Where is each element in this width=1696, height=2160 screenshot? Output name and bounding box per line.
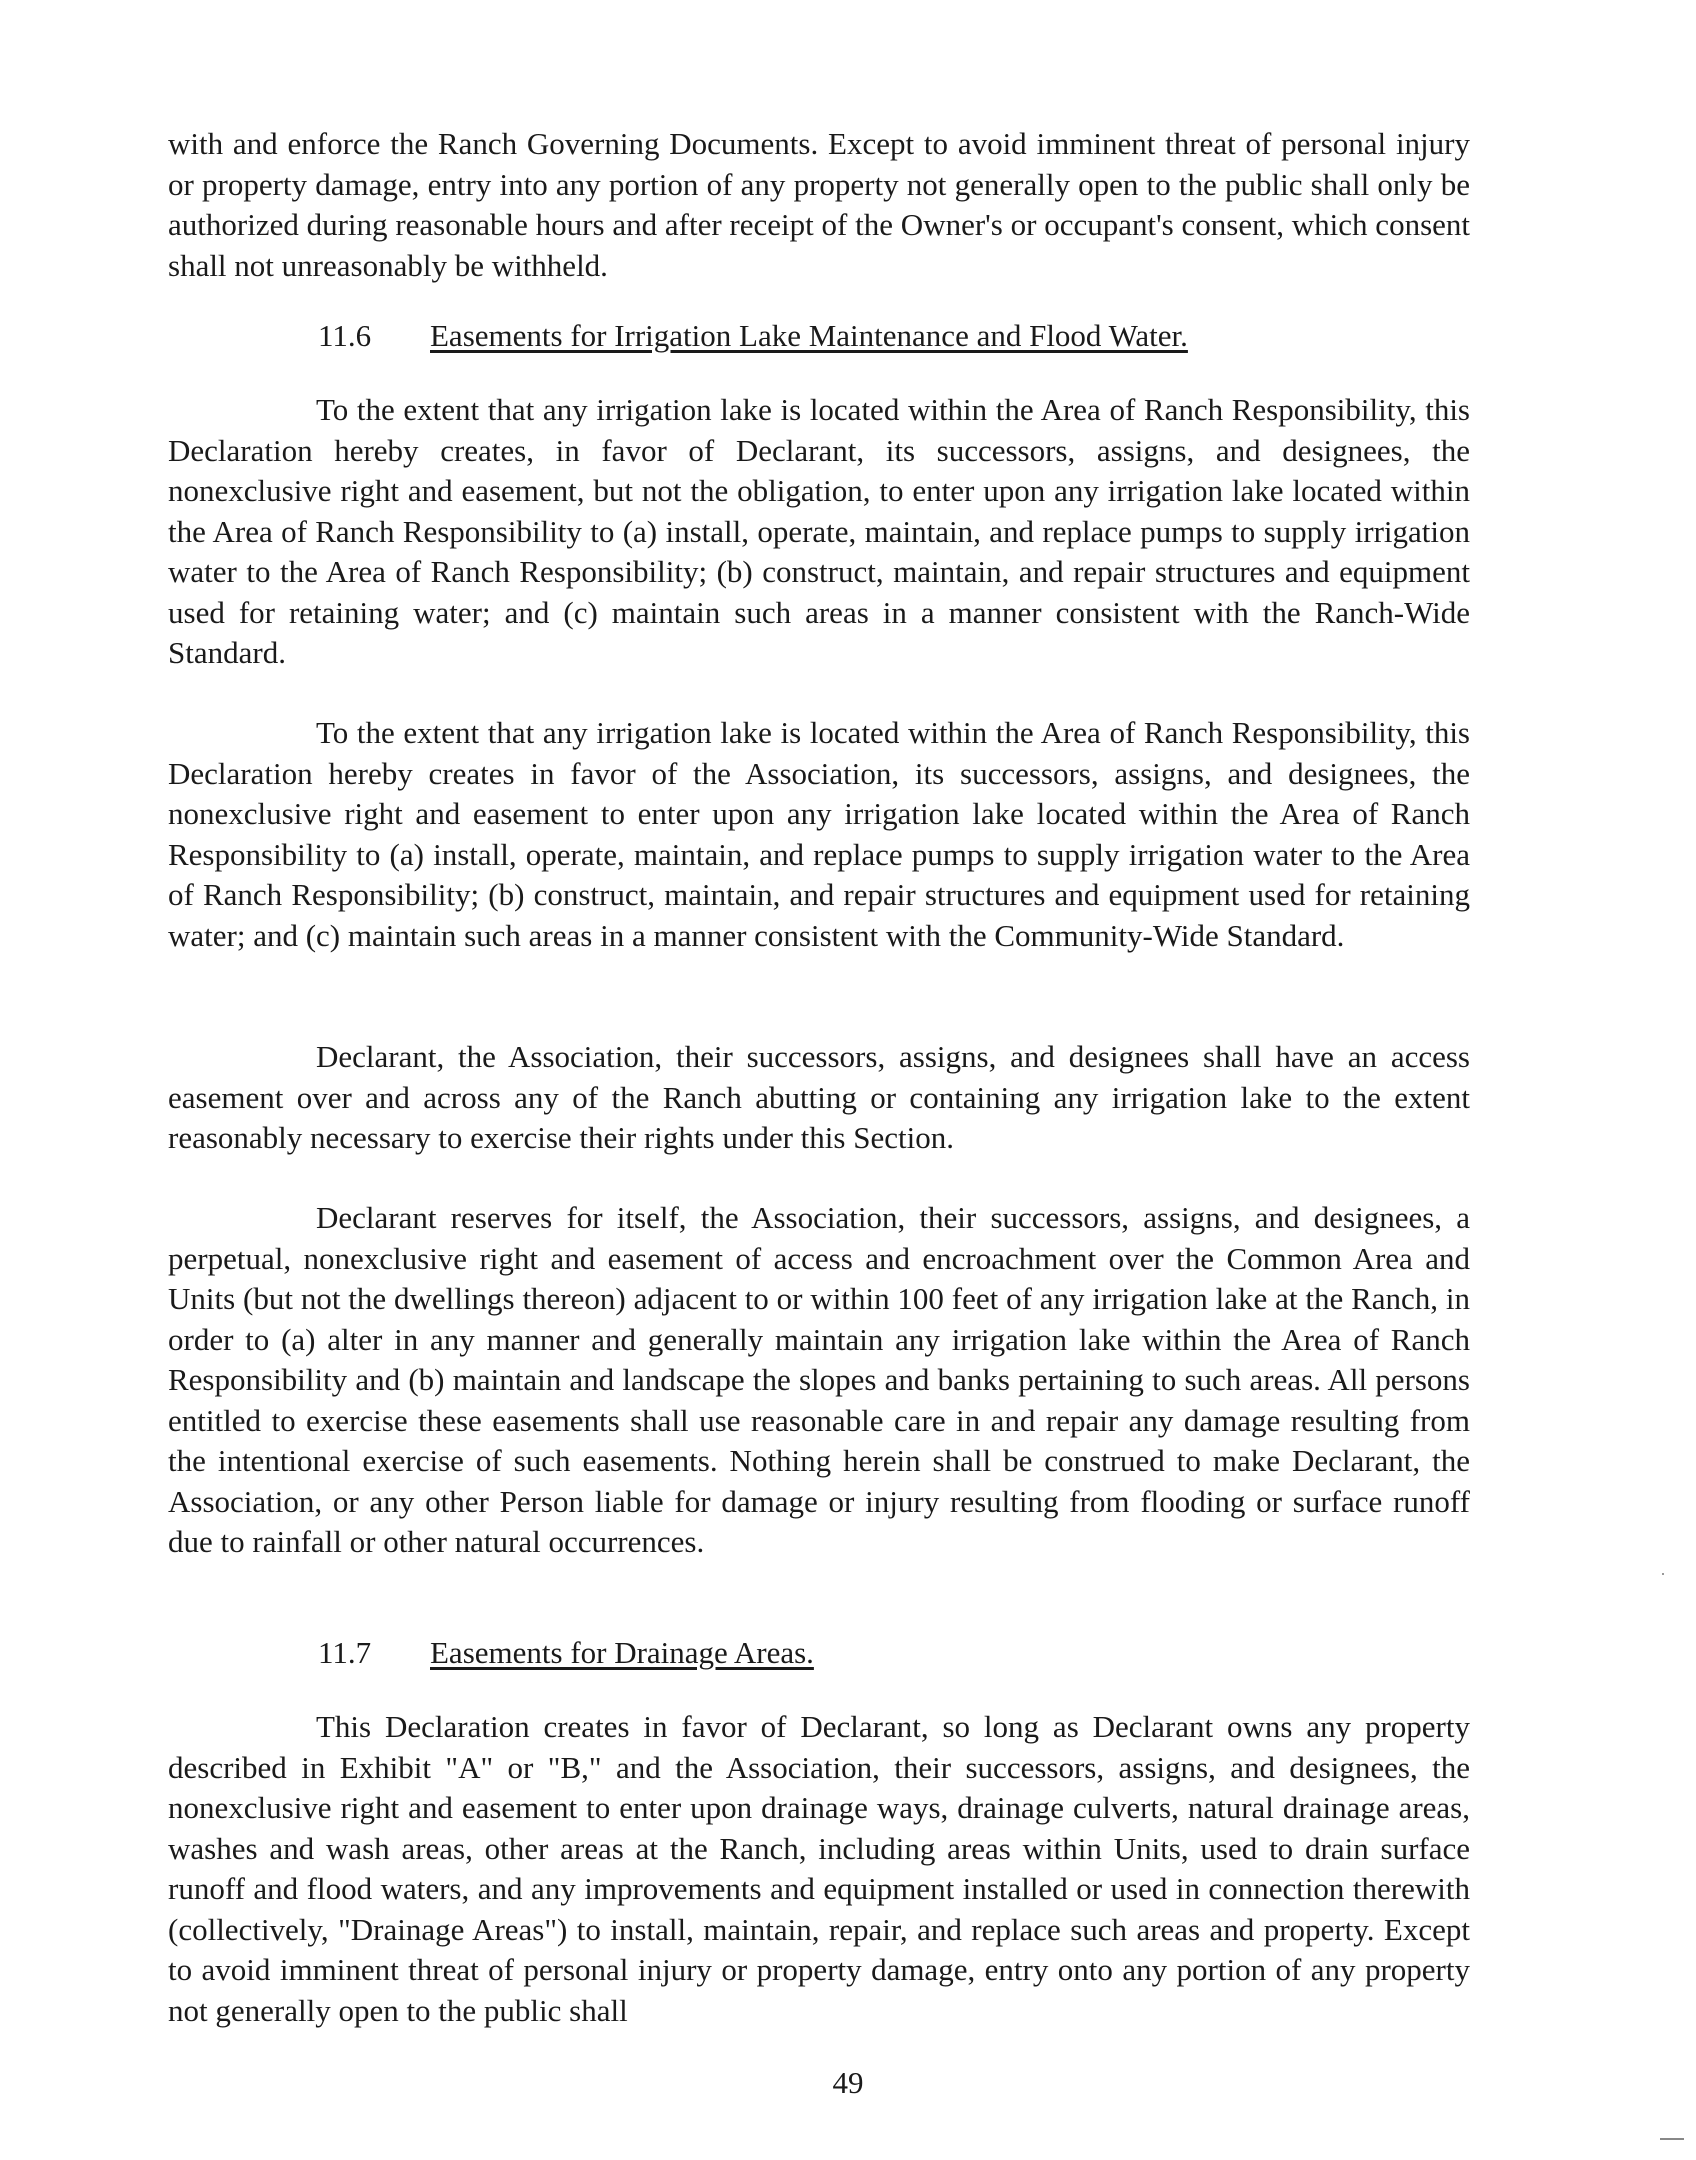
section-number: 11.6 xyxy=(318,318,372,353)
scan-speck xyxy=(1662,1573,1664,1575)
scan-edge-mark xyxy=(1660,2138,1684,2140)
paragraph-drainage-easement: This Declaration creates in favor of Declarant, so long as Declarant owns any property described in Exhibit "A" or "B," and the Association, their successors, assigns, and designees, the nonexclusive right and easement to enter upon drainage ways, drainage culverts, natural drainage areas, washes and wash areas, other areas at the Ranch, including areas within Units, used to drain surface runoff and flood waters, and any improvements and equipment installed or used in connection therewith (collectively, "Drainage Areas") to install, maintain, repair, and replace such areas and property. Except to avoid imminent threat of personal injury or property damage, entry onto any portion of any property not generally open to the public shall xyxy=(168,1709,1470,2028)
page-number: 49 xyxy=(832,2065,864,2100)
paragraph-access-easement: Declarant, the Association, their successors, assigns, and designees shall have an access easement over and across any of the Ranch abutting or containing any irrigation lake to the extent reasonably necessary to exercise their rights under this Section. xyxy=(168,1039,1470,1155)
section-heading-11-6 xyxy=(318,316,1188,356)
paragraph-declarant-irrigation-easement: To the extent that any irrigation lake is located within the Area of Ranch Responsibility, this Declaration hereby creates, in favor of Declarant, its successors, assigns, and designees, the nonexclusive right and easement, but not the obligation, to enter upon any irrigation lake located within the Area of Ranch Responsibility to (a) install, operate, maintain, and replace pumps to supply irrigation water to the Area of Ranch Responsibility; (b) construct, maintain, and repair structures and equipment used for retaining water; and (c) maintain such areas in a manner consistent with the Ranch-Wide Standard. xyxy=(168,392,1470,670)
paragraph-encroachment-easement: Declarant reserves for itself, the Association, their successors, assigns, and designees, a perpetual, nonexclusive right and easement of access and encroachment over the Common Area and Units (but not the dwellings thereon) adjacent to or within 100 feet of any irrigation lake at the Ranch, in order to (a) alter in any manner and generally maintain any irrigation lake within the Area of Ranch Responsibility and (b) maintain and landscape the slopes and banks pertaining to such areas. All persons entitled to exercise these easements shall use reasonable care in and repair any damage resulting from the intentional exercise of such easements. Nothing herein shall be construed to make Declarant, the Association, or any other Person liable for damage or injury resulting from flooding or surface runoff due to rainfall or other natural occurrences. xyxy=(168,1200,1470,1559)
paragraph-association-irrigation-easement: To the extent that any irrigation lake is located within the Area of Ranch Responsibility, this Declaration hereby creates in favor of the Association, its successors, assigns, and designees, the nonexclusive right and easement to enter upon any irrigation lake located within the Area of Ranch Responsibility to (a) install, operate, maintain, and replace pumps to supply irrigation water to the Area of Ranch Responsibility; (b) construct, maintain, and repair structures and equipment used for retaining water; and (c) maintain such areas in a manner consistent with the Community-Wide Standard. xyxy=(168,715,1470,953)
section-title: Easements for Drainage Areas. xyxy=(430,1635,814,1670)
section-title: Easements for Irrigation Lake Maintenance and Flood Water. xyxy=(430,318,1188,353)
section-number: 11.7 xyxy=(318,1635,372,1670)
paragraph-continuation: with and enforce the Ranch Governing Documents. Except to avoid imminent threat of personal injury or property damage, entry into any portion of any property not generally open to the public shall only be authorized during reasonable hours and after receipt of the Owner's or occupant's consent, which consent shall not unreasonably be withheld. xyxy=(168,126,1470,283)
section-heading-11-7 xyxy=(318,1633,814,1673)
